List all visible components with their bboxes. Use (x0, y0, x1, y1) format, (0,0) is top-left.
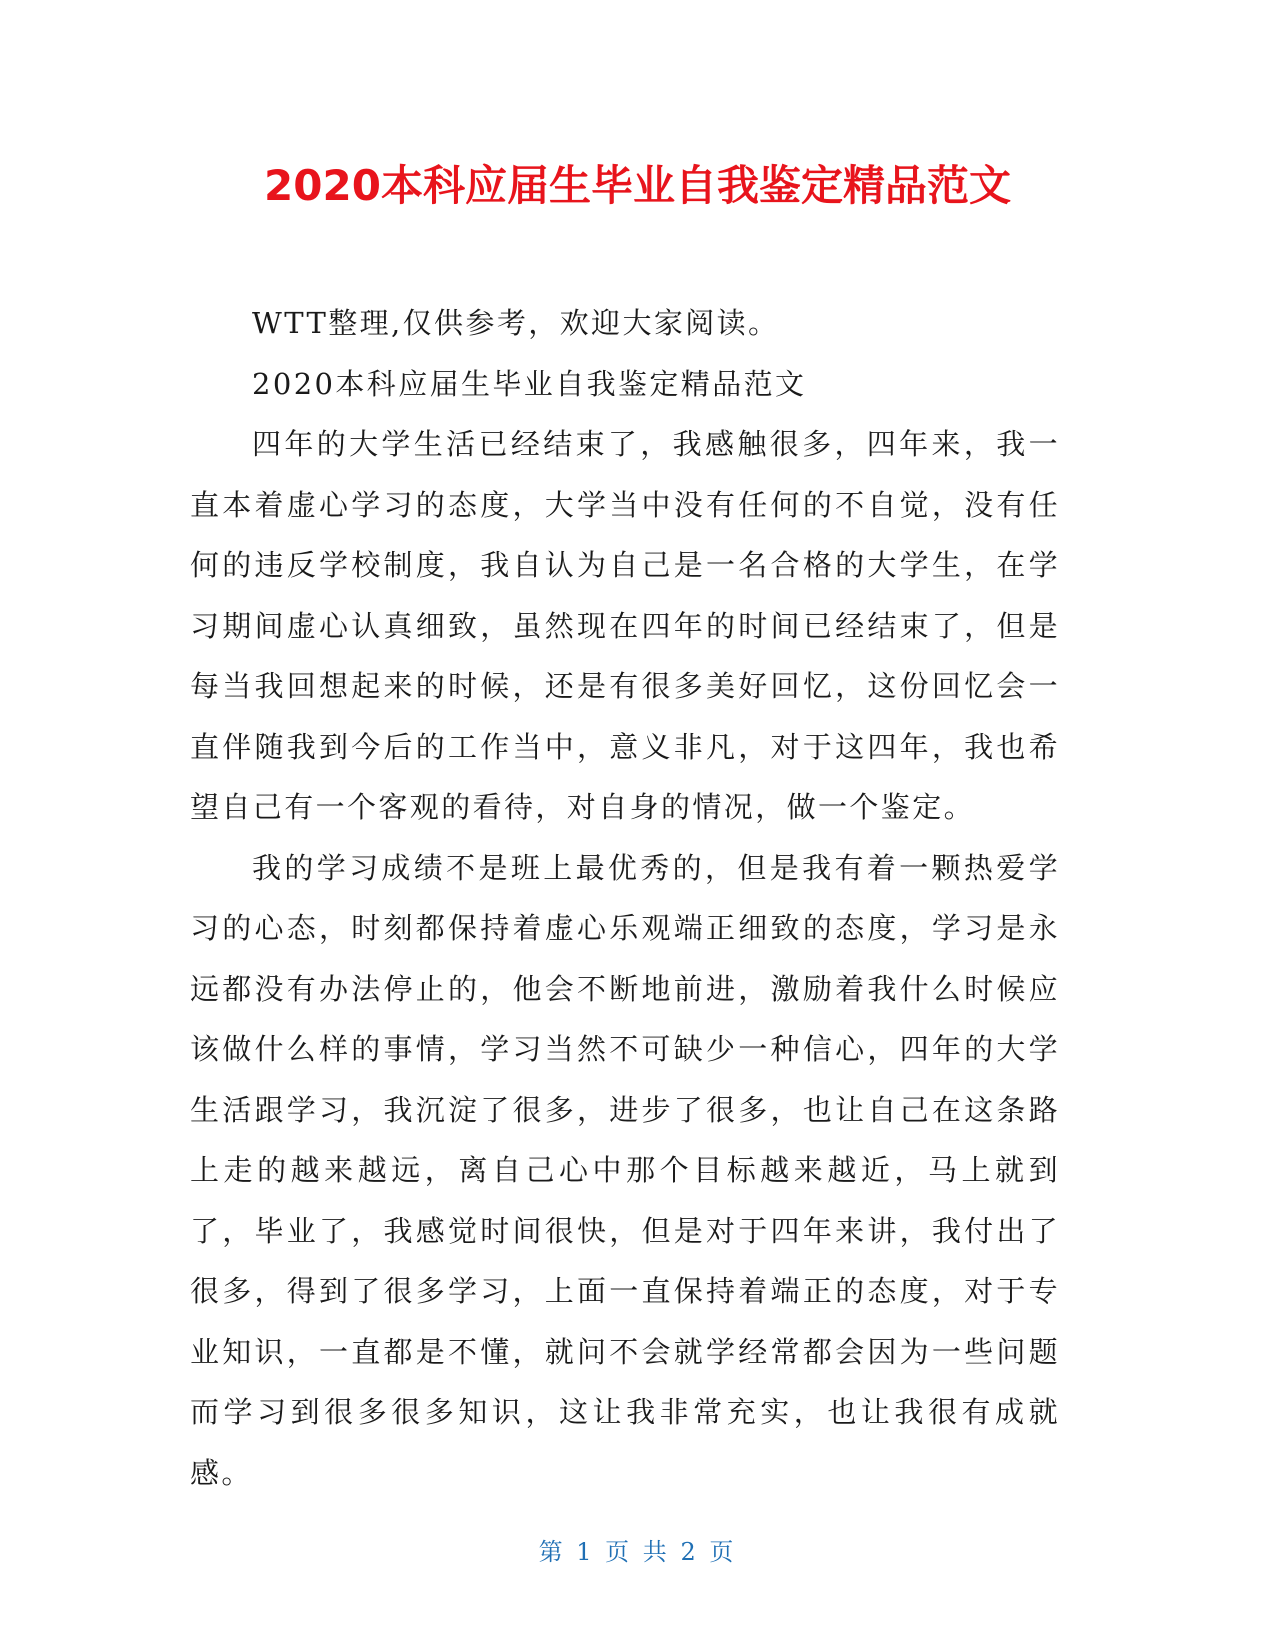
page-number-label: 第 1 页 共 2 页 (538, 1538, 737, 1566)
paragraph-study: 我的学习成绩不是班上最优秀的，但是我有着一颗热爱学习的心态，时刻都保持着虚心乐观端正细致的态度，学习是永远都没有办法停止的，他会不断地前进，激励着我什么时候应该做什么样的事情，学习当然不可缺少一种信心，四年的大学生活跟学习，我沉淀了很多，进步了很多，也让自己在这条路上走的越来越远，离自己心中那个目标越来越近，马上就到了，毕业了，我感觉时间很快，但是对于四年来讲，我付出了很多，得到了很多学习，上面一直保持着端正的态度，对于专业知识，一直都是不懂，就问不会就学经常都会因为一些问题而学习到很多很多知识，这让我非常充实，也让我很有成就感。 (190, 850, 1060, 1490)
document-body (190, 293, 1060, 1503)
document-title: 2020本科应届生毕业自我鉴定精品范文 (264, 161, 1011, 210)
paragraph-subtitle: 2020本科应届生毕业自我鉴定精品范文 (252, 366, 807, 401)
page-footer (0, 1537, 1275, 1567)
paragraph-source-note: WTT整理,仅供参考，欢迎大家阅读。 (252, 306, 780, 340)
paragraph-intro: 四年的大学生活已经结束了，我感触很多，四年来，我一直本着虚心学习的态度，大学当中没有任何的不自觉，没有任何的违反学校制度，我自认为自己是一名合格的大学生，在学习期间虚心认真细致，虽然现在四年的时间已经结束了，但是每当我回想起来的时候，还是有很多美好回忆，这份回忆会一直伴随我到今后的工作当中，意义非凡，对于这四年，我也希望自己有一个客观的看待，对自身的情况，做一个鉴定。 (190, 427, 1060, 824)
